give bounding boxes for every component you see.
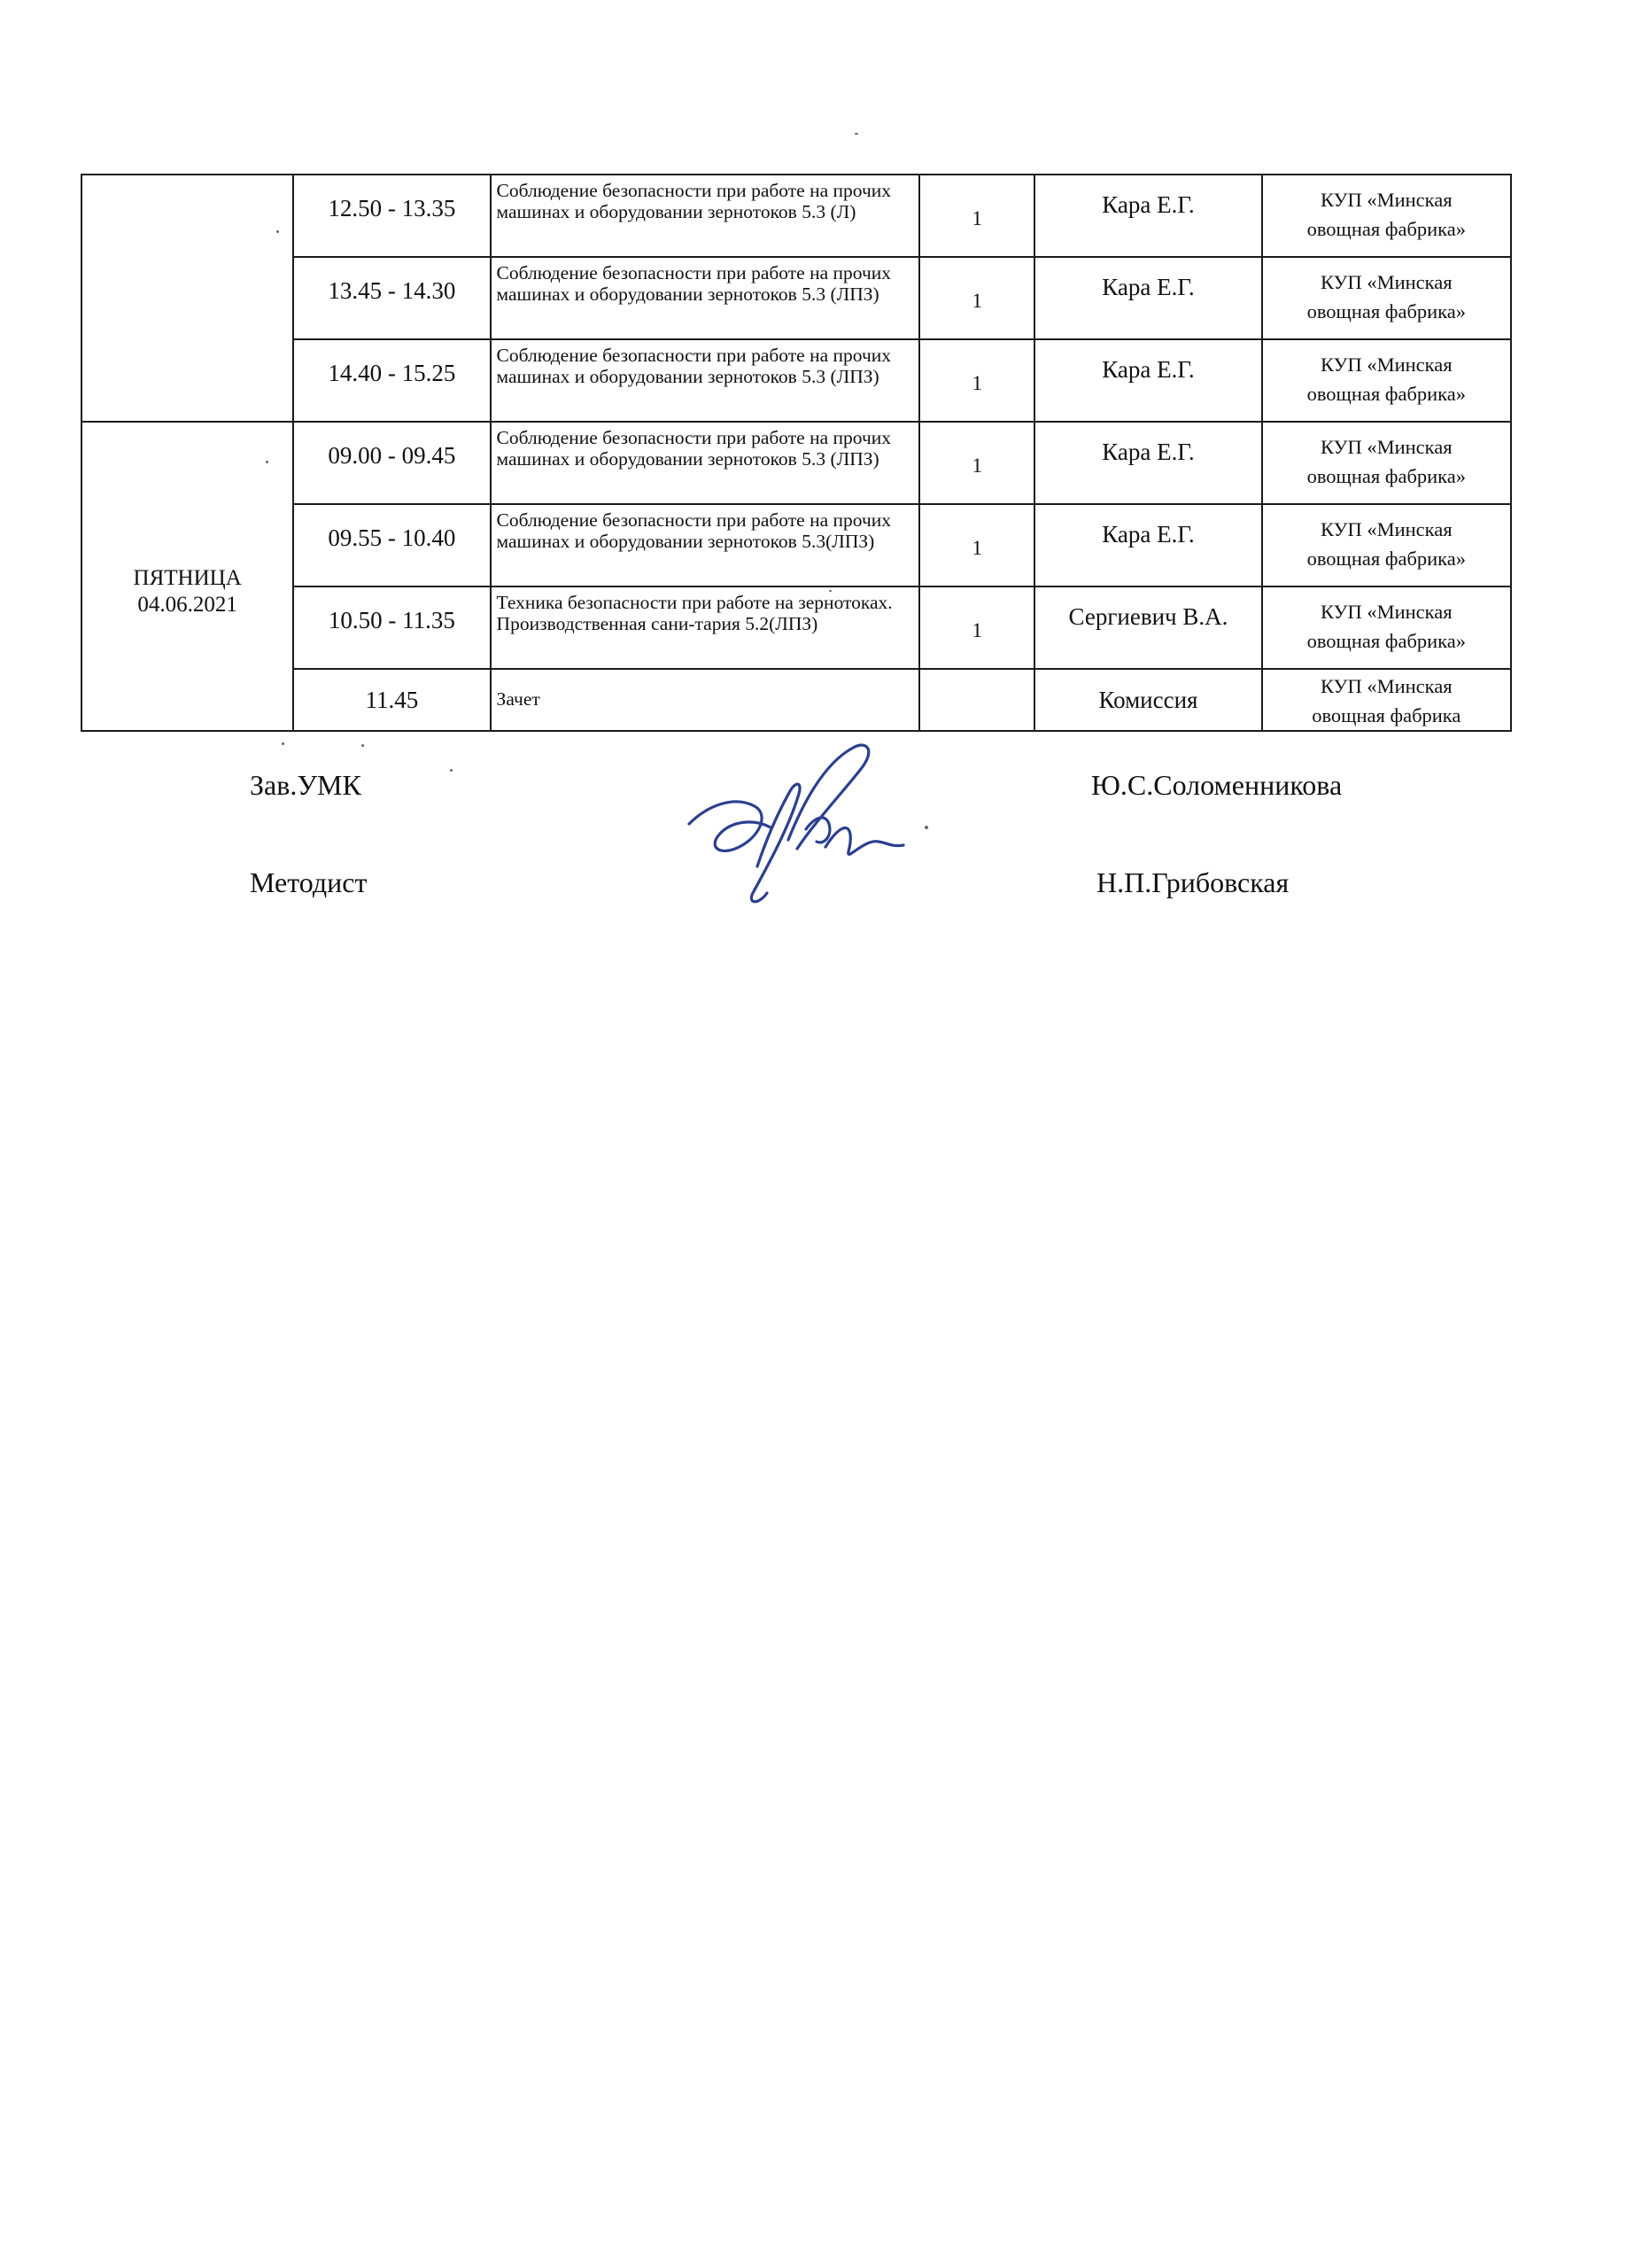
scan-speck — [361, 744, 364, 747]
scan-speck — [282, 742, 284, 745]
table-row — [81, 175, 1511, 257]
teacher-cell: Кара Е.Г. — [1034, 175, 1261, 257]
hours-cell — [919, 669, 1034, 731]
place-line: овощная фабрика» — [1306, 300, 1467, 322]
teacher-cell: Комиссия — [1034, 669, 1261, 731]
teacher-cell: Кара Е.Г. — [1034, 504, 1261, 586]
time-cell: 09.00 - 09.45 — [293, 422, 490, 504]
place-cell — [1262, 669, 1511, 731]
schedule-table — [81, 174, 1512, 732]
place-line: овощная фабрика» — [1306, 383, 1467, 405]
teacher-cell: Кара Е.Г. — [1034, 257, 1261, 339]
day-name: ПЯТНИЦА — [133, 565, 242, 590]
hours-cell: 1 — [919, 422, 1034, 504]
table-row — [81, 422, 1511, 504]
day-cell — [81, 422, 293, 731]
scan-speck — [855, 133, 858, 135]
place-line: КУП «Минская — [1320, 675, 1453, 697]
place-cell — [1262, 339, 1511, 422]
place-line: КУП «Минская — [1320, 353, 1453, 376]
teacher-cell: Кара Е.Г. — [1034, 339, 1261, 422]
place-line: КУП «Минская — [1320, 189, 1453, 211]
methodist-title: Методист — [250, 866, 368, 898]
topic-cell: Соблюдение безопасности при работе на прочих машинах и оборудовании зернотоков 5.3(ЛПЗ) — [491, 504, 920, 586]
head-title: Зав.УМК — [250, 769, 361, 801]
topic-cell: Техника безопасности при работе на зернотоках. Производственная сани-тария 5.2(ЛПЗ) — [491, 586, 920, 669]
place-line: КУП «Минская — [1320, 436, 1453, 458]
place-line: КУП «Минская — [1320, 601, 1453, 623]
scan-speck — [276, 230, 279, 233]
hours-cell: 1 — [919, 175, 1034, 257]
hours-cell: 1 — [919, 257, 1034, 339]
scan-speck — [925, 826, 928, 829]
methodist-name: Н.П.Грибовская — [1096, 866, 1290, 898]
place-line: овощная фабрика» — [1306, 218, 1467, 240]
day-date: 04.06.2021 — [137, 592, 237, 617]
hours-cell: 1 — [919, 504, 1034, 586]
table-row — [81, 504, 1511, 586]
handwritten-signature — [673, 742, 930, 920]
teacher-cell: Сергиевич В.А. — [1034, 586, 1261, 669]
topic-cell: Зачет — [491, 669, 920, 731]
place-line: овощная фабрика» — [1306, 630, 1467, 652]
table-row — [81, 669, 1511, 731]
teacher-cell: Кара Е.Г. — [1034, 422, 1261, 504]
place-cell — [1262, 175, 1511, 257]
time-cell: 09.55 - 10.40 — [293, 504, 490, 586]
place-line: овощная фабрика» — [1306, 465, 1467, 487]
scan-speck — [266, 461, 268, 463]
place-cell — [1262, 586, 1511, 669]
time-cell: 14.40 - 15.25 — [293, 339, 490, 422]
scan-speck — [450, 769, 453, 772]
place-line: овощная фабрика — [1312, 704, 1461, 726]
table-row — [81, 339, 1511, 422]
topic-cell: Соблюдение безопасности при работе на прочих машинах и оборудовании зернотоков 5.3 (ЛПЗ) — [491, 422, 920, 504]
topic-cell: Соблюдение безопасности при работе на прочих машинах и оборудовании зернотоков 5.3 (ЛПЗ) — [491, 257, 920, 339]
time-cell: 12.50 - 13.35 — [293, 175, 490, 257]
time-cell: 11.45 — [293, 669, 490, 731]
time-cell: 13.45 - 14.30 — [293, 257, 490, 339]
place-cell — [1262, 504, 1511, 586]
place-line: КУП «Минская — [1320, 271, 1453, 293]
table-row — [81, 257, 1511, 339]
place-cell — [1262, 257, 1511, 339]
time-cell: 10.50 - 11.35 — [293, 586, 490, 669]
place-cell — [1262, 422, 1511, 504]
day-cell-empty — [81, 175, 293, 422]
topic-cell: Соблюдение безопасности при работе на прочих машинах и оборудовании зернотоков 5.3 (ЛПЗ) — [491, 339, 920, 422]
place-line: овощная фабрика» — [1306, 548, 1467, 570]
head-name: Ю.С.Соломенникова — [1091, 769, 1343, 801]
hours-cell: 1 — [919, 339, 1034, 422]
table-row — [81, 586, 1511, 669]
place-line: КУП «Минская — [1320, 518, 1453, 540]
scan-speck — [829, 590, 832, 592]
topic-cell: Соблюдение безопасности при работе на прочих машинах и оборудовании зернотоков 5.3 (Л) — [491, 175, 920, 257]
hours-cell: 1 — [919, 586, 1034, 669]
